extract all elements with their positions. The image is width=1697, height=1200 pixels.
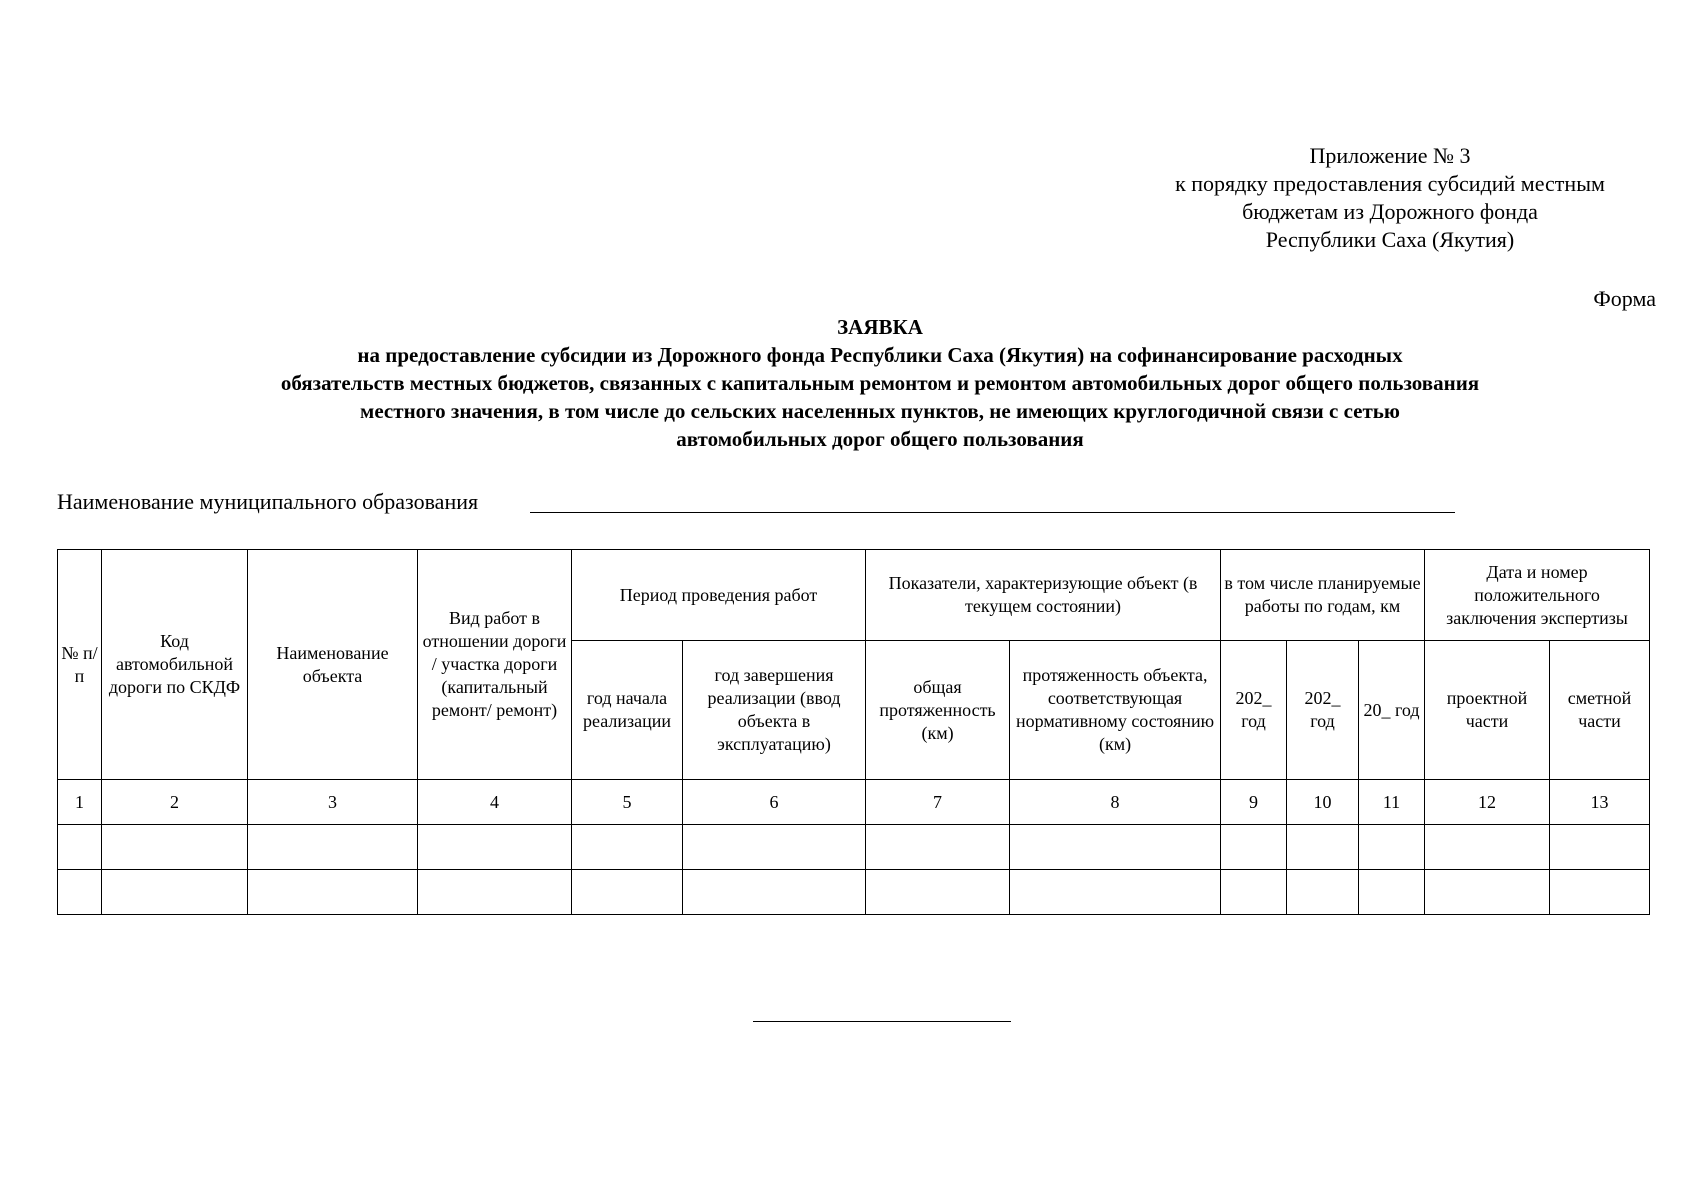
- table-cell[interactable]: [866, 825, 1010, 870]
- appendix-line: к порядку предоставления субсидий местным: [1175, 171, 1605, 196]
- table-cell[interactable]: [1550, 825, 1650, 870]
- header-road-code: Код автомобильной дороги по СКДФ: [102, 550, 248, 780]
- table-cell[interactable]: [1359, 870, 1425, 915]
- column-number-row: [58, 780, 1650, 825]
- document-title: [60, 313, 1697, 453]
- table-cell[interactable]: [1010, 825, 1221, 870]
- signature-line[interactable]: [753, 1021, 1011, 1022]
- header-estimate-part: сметной части: [1550, 641, 1650, 780]
- table-cell[interactable]: [572, 825, 683, 870]
- table-cell[interactable]: [683, 870, 866, 915]
- column-number: 5: [572, 780, 683, 825]
- column-number: 3: [248, 780, 418, 825]
- header-year-1: 202_ год: [1221, 641, 1287, 780]
- table-row: [58, 870, 1650, 915]
- table-cell[interactable]: [418, 870, 572, 915]
- header-work-type: Вид работ в отношении дороги / участка дороги (капитальный ремонт/ ремонт): [418, 550, 572, 780]
- table-cell[interactable]: [102, 870, 248, 915]
- municipality-input-line[interactable]: [530, 512, 1455, 513]
- header-norm-length: протяженность объекта, соответствующая нормативному состоянию (км): [1010, 641, 1221, 780]
- appendix-block: [1130, 142, 1650, 254]
- column-number: 1: [58, 780, 102, 825]
- table-cell[interactable]: [683, 825, 866, 870]
- header-year-3: 20_ год: [1359, 641, 1425, 780]
- table-cell[interactable]: [58, 825, 102, 870]
- column-number: 4: [418, 780, 572, 825]
- header-period-end: год завершения реализации (ввод объекта в эксплуатацию): [683, 641, 866, 780]
- column-number: 2: [102, 780, 248, 825]
- table-cell[interactable]: [1550, 870, 1650, 915]
- table-cell[interactable]: [58, 870, 102, 915]
- table-row: [58, 825, 1650, 870]
- header-project-part: проектной части: [1425, 641, 1550, 780]
- column-number: 9: [1221, 780, 1287, 825]
- column-number: 7: [866, 780, 1010, 825]
- column-number: 10: [1287, 780, 1359, 825]
- title-line: обязательств местных бюджетов, связанных с капитальным ремонтом и ремонтом автомобильных дорог общего пользования: [280, 371, 1480, 395]
- table-cell[interactable]: [1287, 825, 1359, 870]
- application-table: [57, 549, 1650, 915]
- table-cell[interactable]: [1287, 870, 1359, 915]
- appendix-line: Республики Саха (Якутия): [1265, 227, 1515, 252]
- header-no: № п/п: [58, 550, 102, 780]
- appendix-line: бюджетам из Дорожного фонда: [1242, 199, 1538, 224]
- title-line: автомобильных дорог общего пользования: [676, 427, 1084, 451]
- appendix-line: Приложение № 3: [1309, 143, 1471, 168]
- municipality-label: Наименование муниципального образования: [57, 489, 479, 514]
- column-number: 12: [1425, 780, 1550, 825]
- header-expertise: Дата и номер положительного заключения экспертизы: [1425, 550, 1650, 641]
- table-cell[interactable]: [1359, 825, 1425, 870]
- table-cell[interactable]: [572, 870, 683, 915]
- header-indicators: Показатели, характеризующие объект (в текущем состоянии): [866, 550, 1221, 641]
- table-cell[interactable]: [1221, 870, 1287, 915]
- table-cell[interactable]: [248, 870, 418, 915]
- table-cell[interactable]: [418, 825, 572, 870]
- table-cell[interactable]: [1425, 870, 1550, 915]
- column-number: 13: [1550, 780, 1650, 825]
- title-heading: ЗАЯВКА: [837, 315, 923, 339]
- header-row: [58, 550, 1650, 641]
- column-number: 8: [1010, 780, 1221, 825]
- table-cell[interactable]: [1010, 870, 1221, 915]
- column-number: 6: [683, 780, 866, 825]
- title-line: местного значения, в том числе до сельских населенных пунктов, не имеющих круглогодичной связи с сетью: [360, 399, 1400, 423]
- title-line: на предоставление субсидии из Дорожного фонда Республики Саха (Якутия) на софинансирование расходных: [357, 343, 1403, 367]
- form-label: Форма: [1593, 286, 1656, 311]
- table-cell[interactable]: [1425, 825, 1550, 870]
- header-planned-works: в том числе планируемые работы по годам, км: [1221, 550, 1425, 641]
- table-cell[interactable]: [248, 825, 418, 870]
- header-object-name: Наименование объекта: [248, 550, 418, 780]
- table-cell[interactable]: [866, 870, 1010, 915]
- header-period: Период проведения работ: [572, 550, 866, 641]
- table-cell[interactable]: [102, 825, 248, 870]
- table-cell[interactable]: [1221, 825, 1287, 870]
- header-total-length: общая протяженность (км): [866, 641, 1010, 780]
- header-year-2: 202_ год: [1287, 641, 1359, 780]
- header-period-start: год начала реализации: [572, 641, 683, 780]
- column-number: 11: [1359, 780, 1425, 825]
